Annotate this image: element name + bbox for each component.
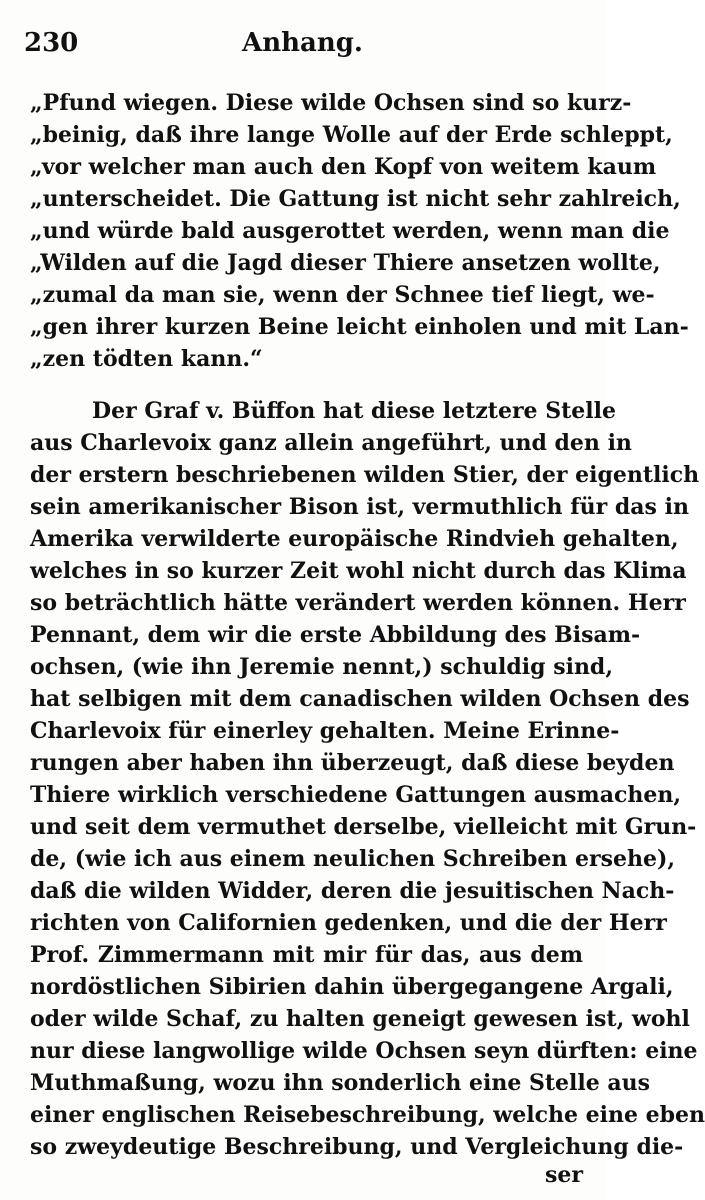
text-line: oder wilde Schaf, zu halten geneigt gewesen ist, wohl [30,1006,690,1032]
text-line: nur diese langwollige wilde Ochsen seyn dürften: eine [30,1038,698,1064]
page-header [0,26,605,66]
text-line: Thiere wirklich verschiedene Gattungen ausmachen, [30,782,681,808]
text-line: und seit dem vermuthet derselbe, vielleicht mit Grun- [30,814,697,840]
text-line: „unterscheidet. Die Gattung ist nicht sehr zahlreich, [30,186,681,212]
text-line: Muthmaßung, wozu ihn sonderlich eine Stelle aus [30,1070,651,1096]
text-line: „gen ihrer kurzen Beine leicht einholen und mit Lan- [30,314,689,340]
text-line: Prof. Zimmermann mit mir für das, aus dem [30,942,583,968]
text-line: nordöstlichen Sibirien dahin übergegangene Argali, [30,974,674,1000]
text-line: „zumal da man sie, wenn der Schnee tief liegt, we- [30,282,655,308]
page-number: 230 [24,28,79,58]
text-line: sein amerikanischer Bison ist, vermuthlich für das in [30,494,689,520]
text-line: aus Charlevoix ganz allein angeführt, und den in [30,430,632,456]
text-line: „Wilden auf die Jagd dieser Thiere ansetzen wollte, [30,250,661,276]
text-line: „vor welcher man auch den Kopf von weitem kaum [30,154,657,180]
text-line: rungen aber haben ihn überzeugt, daß diese beyden [30,750,675,776]
text-line: ochsen, (wie ihn Jeremie nennt,) schuldig sind, [30,654,613,680]
text-line: der erstern beschriebenen wilden Stier, der eigentlich [30,462,700,488]
text-line: Pennant, dem wir die erste Abbildung des Bisam- [30,622,641,648]
text-line: einer englischen Reisebeschreibung, welche eine eben [30,1102,705,1128]
text-line: „Pfund wiegen. Diese wilde Ochsen sind so kurz- [30,90,632,116]
text-line: daß die wilden Widder, deren die jesuitischen Nach- [30,878,675,904]
text-line: „beinig, daß ihre lange Wolle auf der Erde schleppt, [30,122,673,148]
text-line: Charlevoix für einerley gehalten. Meine Erinne- [30,718,620,744]
text-line: Amerika verwilderte europäische Rindvieh gehalten, [30,526,679,552]
running-head: Anhang. [242,28,363,58]
text-line: richten von Californien gedenken, und die der Herr [30,910,667,936]
text-line: „zen tödten kann.“ [30,346,263,372]
text-line: „und würde bald ausgerottet werden, wenn man die [30,218,670,244]
text-line: de, (wie ich aus einem neulichen Schreiben ersehe), [30,846,676,872]
text-line: so beträchtlich hätte verändert werden können. Herr [30,590,686,616]
paragraph-first-line: Der Graf v. Büffon hat diese letztere Stelle [92,398,616,424]
text-line: welches in so kurzer Zeit wohl nicht durch das Klima [30,558,687,584]
text-line: hat selbigen mit dem canadischen wilden Ochsen des [30,686,690,712]
catchword: ser [545,1162,583,1188]
text-line: so zweydeutige Beschreibung, und Vergleichung die- [30,1134,684,1160]
